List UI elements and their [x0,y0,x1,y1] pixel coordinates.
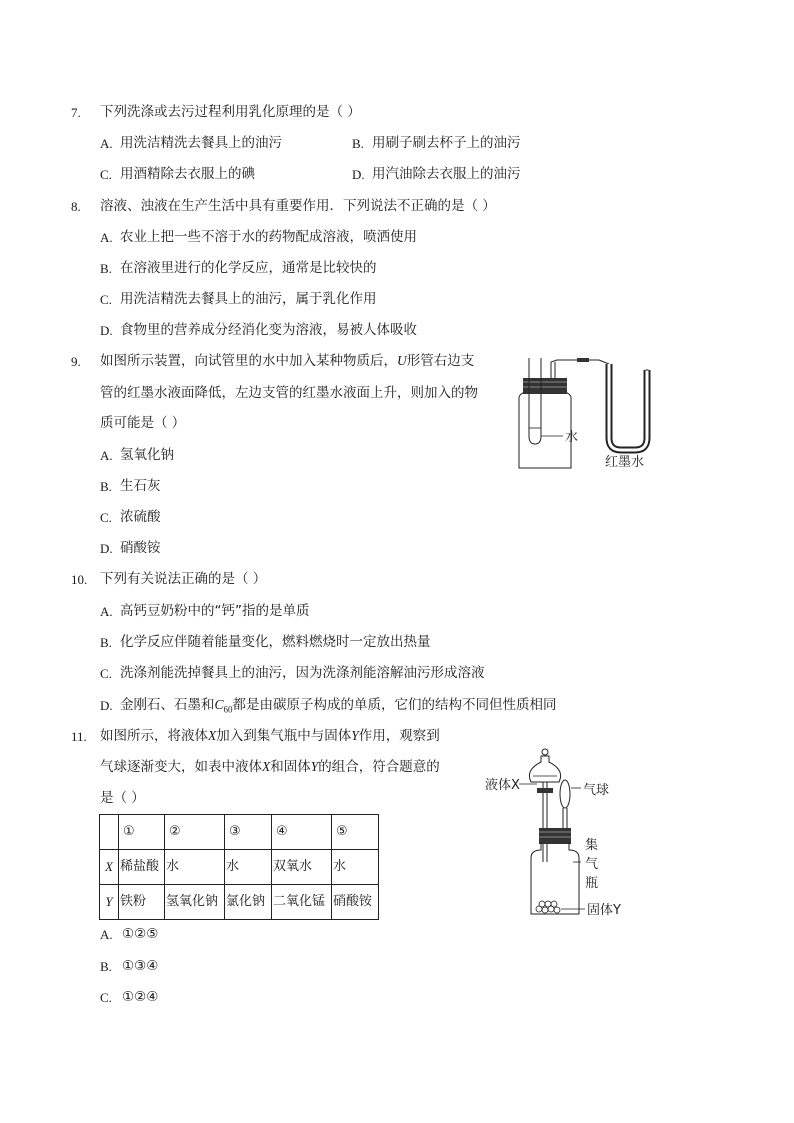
q11-stem-line1-b: 加入到集气瓶中与固体 [216,728,352,744]
q11-balloon [560,780,570,808]
q9-option-b-text: 生石灰 [120,478,161,494]
q9-var-u: U [397,353,407,368]
q9-option-c-text: 浓硫酸 [120,509,161,525]
q11-option-b-letter: B. [100,959,112,974]
q11-var-x-2: X [262,759,271,774]
q8-option-c-letter: C. [100,292,112,307]
q8-stem: 溶液、浊液在生产生活中具有重要作用．下列说法不正确的是（ ） [100,198,496,214]
q11-option-b-text: ①③④ [122,958,159,974]
q11-bottle-label-3: 瓶 [585,876,599,891]
q10-stem: 下列有关说法正确的是（ ） [100,571,267,587]
q9-stem-line1 [100,352,474,370]
table-cell: 双氧水 [272,850,332,885]
q7-option-d-letter: D. [352,167,365,182]
q10-option-d-text-a: 金刚石、石墨和 [120,697,215,713]
q8-option-a-text: 农业上把一些不溶于水的药物配成溶液，喷洒使用 [120,229,417,245]
q11-apparatus-figure [485,746,635,920]
q9-water-label: 水 [565,430,579,445]
q11-stem-line1-a: 如图所示，将液体 [100,728,208,744]
q9-stem-line2: 管的红墨水液面降低，左边支管的红墨水液面上升，则加入的物 [100,385,478,401]
q11-var-y: Y [351,728,359,743]
q10-option-a-letter: A. [100,604,113,619]
q11-bottle-label-2: 气 [585,857,599,872]
q10-formula-c60: C [214,697,224,712]
q9-number: 9. [71,354,81,369]
q11-stem-line3: 是（ ） [100,790,145,806]
q7-option-b-text: 用刷子刷去杯子上的油污 [372,135,521,151]
q11-stem-line2-b: 和固体 [270,759,311,775]
table-cell: 稀盐酸 [119,850,165,885]
table-header-1: ① [119,815,165,850]
q8-number: 8. [71,199,81,214]
table-header-4: ④ [272,815,332,850]
q10-option-d-text-b: 都是由碳原子构成的单质，它们的结构不同但性质相同 [232,697,557,713]
q8-option-d-text: 食物里的营养成分经消化变为溶液，易被人体吸收 [120,322,417,338]
q8-option-a-letter: A. [100,230,113,245]
table-row [100,850,379,885]
q10-option-c-letter: C. [100,666,112,681]
q9-test-tube [529,358,541,444]
q7-option-a-letter: A. [100,136,113,151]
q9-option-b-letter: B. [100,479,112,494]
q9-apparatus-figure [505,352,665,474]
q9-stem-line1-b: 形管右边支 [406,353,475,369]
table-row [100,885,379,920]
table-corner-cell [100,815,119,850]
q9-red-ink-label: 红墨水 [605,455,645,470]
q10-option-b-letter: B. [100,635,112,650]
q10-option-d-text [120,696,557,719]
q11-number: 11. [71,729,87,744]
q11-option-c-text: ①②④ [122,989,159,1005]
table-header-2: ② [165,815,225,850]
q11-bottle-label-1: 集 [585,838,599,853]
q8-option-b-text: 在溶液里进行的化学反应，通常是比较快的 [120,260,377,276]
q9-option-d-text: 硝酸铵 [120,540,161,556]
table-cell: 硝酸铵 [332,885,379,920]
q10-option-a-text: 高钙豆奶粉中的“钙”指的是单质 [120,603,310,619]
q9-option-d-letter: D. [100,541,113,556]
table-cell: 二氧化锰 [272,885,332,920]
q11-combination-table [99,814,379,920]
q10-formula-sub: 60 [223,704,233,715]
q7-option-b-letter: B. [352,136,364,151]
q9-option-a-text: 氢氧化钠 [120,447,174,463]
q11-separatory-funnel [529,756,560,782]
q9-stopper [523,378,567,394]
q8-option-b-letter: B. [100,261,112,276]
q9-option-c-letter: C. [100,510,112,525]
q7-option-d-text: 用汽油除去衣服上的油污 [372,166,521,182]
table-row-label-y: Y [100,885,119,920]
table-header-3: ③ [225,815,272,850]
q10-number: 10. [71,572,88,587]
q10-option-d-letter: D. [100,698,113,713]
q11-var-x: X [208,728,217,743]
q11-stem-line1 [100,727,440,745]
q11-option-a-text: ①②⑤ [122,926,159,942]
q7-option-c-letter: C. [100,167,112,182]
table-cell: 水 [332,850,379,885]
q10-option-b-text: 化学反应伴随着能量变化，燃料燃烧时一定放出热量 [120,634,431,650]
q7-number: 7. [71,105,81,120]
table-cell: 水 [165,850,225,885]
q10-option-c-text: 洗涤剂能洗掉餐具上的油污，因为洗涤剂能溶解油污形成溶液 [120,665,485,681]
q11-stem-line2-a: 气球逐渐变大，如表中液体 [100,759,262,775]
q11-liquid-x-label: 液体X [485,778,520,793]
q11-option-c-letter: C. [100,990,112,1005]
table-header-5: ⑤ [332,815,379,850]
q7-option-a-text: 用洗洁精洗去餐具上的油污 [120,135,282,151]
q9-bottle [519,392,571,468]
q9-stem-line3: 质可能是（ ） [100,415,186,431]
q11-solid-y-label: 固体Y [587,903,621,918]
q11-option-a-letter: A. [100,927,113,942]
q8-option-d-letter: D. [100,323,113,338]
table-cell: 氯化钠 [225,885,272,920]
table-row-label-x: X [100,850,119,885]
q11-stem-line1-c: 作用，观察到 [358,728,440,744]
q11-stopper [539,828,571,844]
q11-balloon-label: 气球 [583,783,610,798]
q11-var-y-2: Y [310,759,319,774]
q11-stem-line2-c: 的组合，符合题意的 [318,759,440,775]
q11-stem-line2 [100,758,440,776]
table-cell: 铁粉 [119,885,165,920]
q9-stem-line1-a: 如图所示装置，向试管里的水中加入某种物质后， [100,353,397,369]
table-header-row [100,815,379,850]
table-cell: 氢氧化钠 [165,885,225,920]
q11-gas-bottle [531,842,579,914]
q11-solid-particles [536,901,560,913]
table-cell: 水 [225,850,272,885]
q8-option-c-text: 用洗洁精洗去餐具上的油污，属于乳化作用 [120,291,377,307]
q9-option-a-letter: A. [100,448,113,463]
q7-stem: 下列洗涤或去污过程利用乳化原理的是（ ） [100,104,361,120]
q7-option-c-text: 用酒精除去衣服上的碘 [120,166,255,182]
